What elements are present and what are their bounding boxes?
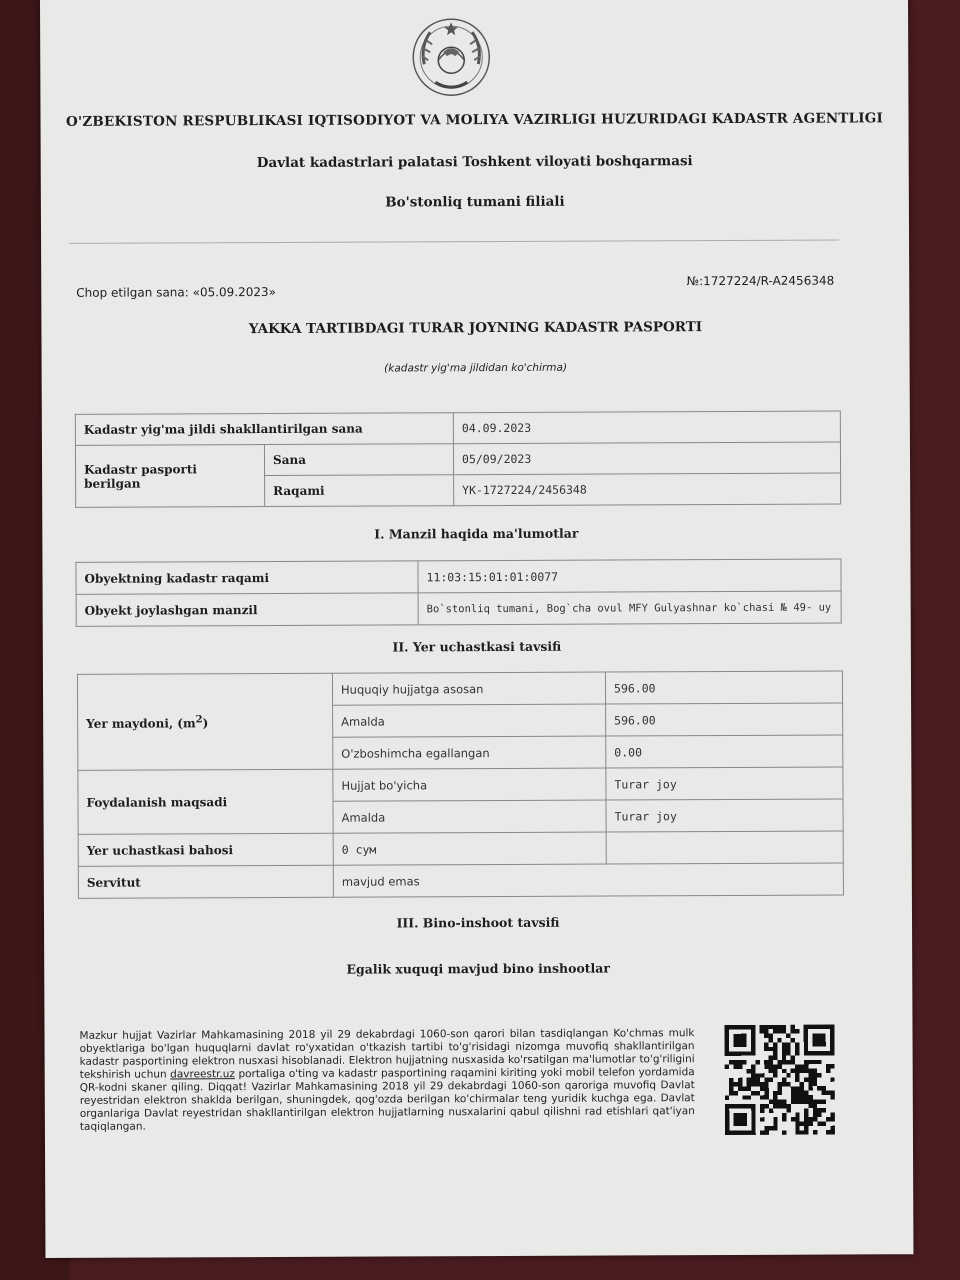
legal-area-label: Huquqiy hujjatga asosan <box>332 672 605 705</box>
address-label: Obyekt joylashgan manzil <box>76 593 418 626</box>
land-plot-table <box>77 671 844 899</box>
legal-notice: Mazkur hujjat Vazirlar Mahkamasining 2018 yil 29 dekabrdagi 1060-son qarori bilan tasdiqlangan Ko'chmas mulk obyektlariga bo'lgan huquqlarni davlat ro'yxatidan o'tkazish tartibi to'g'risidagi nizomga muvofiq shakllantirilgan kadastr pasportining elektron nusxasi hisoblanadi. Elektron hujjatning nusxasida ko'rsatilgan ma'lumotlar to'g'riligini tekshirish uchun davreestr.uz portaliga o'ting va kadastr pasportining raqamini kiriting yoki mobil telefon yordamida QR-kodni skaner qiling. Diqqat! Vazirlar Mahkamasining 2018 yil 29 dekabrdagi 1060-son qaroriga muvofiq Davlat reyestridan elektron shaklda berilgan, shuningdek, qog'ozda berilgan ko'chirmalar teng yuridik kuchga ega. Davlat organlariga Davlat reyestridan shakllantirilgan elektron hujjatlarning nusxalarini qabul qilishni rad etishlari qat'iyan taqiqlangan. <box>79 1027 695 1133</box>
issue-date-value: 05/09/2023 <box>453 442 840 475</box>
doc-usage-label: Hujjat bo'yicha <box>333 768 606 801</box>
table-row <box>75 411 840 445</box>
table-row <box>78 767 843 802</box>
passport-info-table <box>75 411 841 508</box>
chamber-name: Davlat kadastrlari palatasi Toshkent viloyati boshqarmasi <box>256 153 693 172</box>
branch-name: Bo'stonliq tumani filiali <box>385 193 565 211</box>
document-page <box>40 0 913 1258</box>
servitude-label: Servitut <box>78 865 333 898</box>
section-land-title: II. Yer uchastkasi tavsifi <box>392 638 562 655</box>
registry-link[interactable]: davreestr.uz <box>170 1068 235 1081</box>
state-emblem-icon <box>410 16 492 98</box>
actual-usage-label: Amalda <box>333 800 606 833</box>
usage-label: Foydalanish maqsadi <box>78 769 333 834</box>
section-building-title: III. Bino-inshoot tavsifi <box>396 914 560 931</box>
table-row <box>76 559 841 594</box>
servitude-value: mavjud emas <box>333 863 843 897</box>
document-number: №:1727224/R-A2456348 <box>686 273 835 289</box>
table-row <box>75 442 840 476</box>
actual-usage-value: Turar joy <box>606 799 843 832</box>
land-area-label: Yer maydoni, $(m^2)$ <box>77 673 332 770</box>
cadastral-number-value: 11:03:15:01:01:0077 <box>418 559 841 593</box>
cadastral-number-label: Obyektning kadastr raqami <box>76 561 418 594</box>
extra-area-label: O'zboshimcha egallangan <box>333 736 606 769</box>
document-title: YAKKA TARTIBDAGI TURAR JOYNING KADASTR PASPORTI <box>248 319 703 338</box>
printed-date: Chop etilgan sana: «05.09.2023» <box>76 284 277 300</box>
valuation-empty-cell <box>606 831 843 864</box>
header-divider <box>69 240 839 244</box>
extra-area-value: 0.00 <box>606 735 843 768</box>
issue-date-label: Sana <box>264 444 453 476</box>
actual-area-label: Amalda <box>333 704 606 737</box>
table-row <box>76 591 841 626</box>
formed-date-label: Kadastr yig'ma jildi shakllantirilgan sana <box>75 413 453 446</box>
agency-name: O'ZBEKISTON RESPUBLIKASI IQTISODIYOT VA MOLIYA VAZIRLIGI HUZURIDAGI KADASTR AGENTLIGI <box>65 110 884 130</box>
issued-label: Kadastr pasporti berilgan <box>75 445 264 508</box>
doc-usage-value: Turar joy <box>606 767 843 800</box>
formed-date-value: 04.09.2023 <box>453 411 840 444</box>
document-subtitle: (kadastr yig'ma jildidan ko'chirma) <box>384 361 568 375</box>
valuation-label: Yer uchastkasi bahosi <box>78 833 333 866</box>
valuation-value: 0 сум <box>333 832 606 865</box>
address-value: Bo`stonliq tumani, Bog`cha ovul MFY Gulyashnar ko`chasi № 49- uy <box>418 591 841 625</box>
buildings-subtitle: Egalik xuquqi mavjud bino inshootlar <box>346 960 611 977</box>
passport-number-label: Raqami <box>265 475 454 507</box>
section-address-title: I. Manzil haqida ma'lumotlar <box>374 525 579 542</box>
table-row <box>77 671 842 706</box>
qr-code[interactable] <box>724 1025 834 1135</box>
table-row <box>78 863 843 898</box>
passport-number-value: YK-1727224/2456348 <box>454 473 841 506</box>
actual-area-value: 596.00 <box>606 703 843 736</box>
table-row <box>78 831 843 866</box>
legal-area-value: 596.00 <box>605 671 842 704</box>
address-table <box>75 559 841 627</box>
